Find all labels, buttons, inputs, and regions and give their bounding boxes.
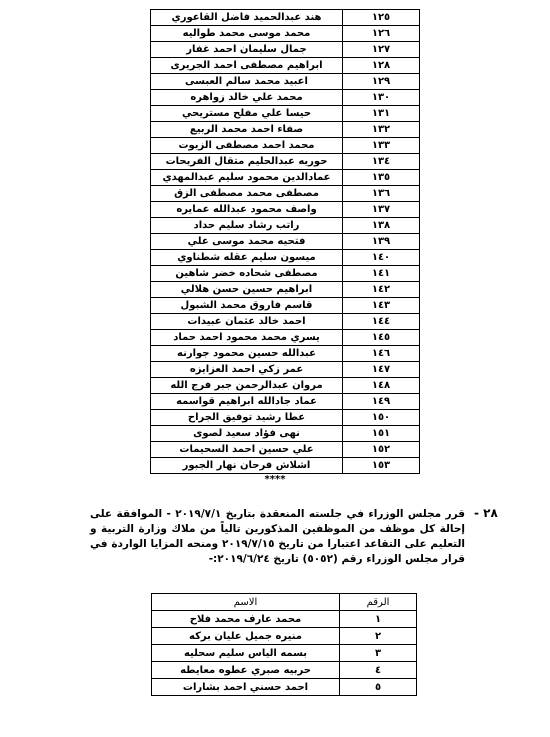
row-number: ١٣٨ — [343, 218, 420, 234]
row-number: ١٥٠ — [343, 410, 420, 426]
employee-name: ميسون سليم عقله شطناوي — [151, 250, 343, 266]
employee-name: محمد عارف محمد فلاح — [152, 611, 340, 628]
employee-name: اعبيد محمد سالم العبسى — [151, 74, 343, 90]
table-row — [151, 266, 420, 282]
row-number: ١٢٦ — [343, 26, 420, 42]
table-row — [152, 611, 417, 628]
table-row — [151, 26, 420, 42]
column-header-name: الاسم — [152, 594, 340, 611]
row-number: ١٤٧ — [343, 362, 420, 378]
table-row — [151, 330, 420, 346]
table-row — [151, 314, 420, 330]
employee-name: فتحيه محمد موسى علي — [151, 234, 343, 250]
table-row — [152, 679, 417, 696]
employee-name: احمد خالد عثمان عبيدات — [151, 314, 343, 330]
table-row — [151, 218, 420, 234]
table-row — [151, 426, 420, 442]
table-row — [151, 74, 420, 90]
employee-name: عطا رشيد توفيق الجراح — [151, 410, 343, 426]
table-row — [151, 138, 420, 154]
table-row — [151, 250, 420, 266]
table-row — [151, 90, 420, 106]
employee-name: محمد احمد مصطفى الزيوت — [151, 138, 343, 154]
table-row — [151, 42, 420, 58]
row-number: ١٣٧ — [343, 202, 420, 218]
table-row — [151, 170, 420, 186]
retirees-table-2 — [151, 593, 417, 696]
row-number: ١ — [340, 611, 417, 628]
employee-name: جمال سليمان احمد غفار — [151, 42, 343, 58]
row-number: ١٣٦ — [343, 186, 420, 202]
row-number: ٢ — [340, 628, 417, 645]
item-number: ٢٨ - — [474, 506, 498, 520]
row-number: ١٤٤ — [343, 314, 420, 330]
row-number: ٤ — [340, 662, 417, 679]
row-number: ١٤٢ — [343, 282, 420, 298]
employee-name: مروان عبدالرحمن جبر فرج الله — [151, 378, 343, 394]
employee-name: عبدالله حسين محمود جوارنه — [151, 346, 343, 362]
employee-name: ابراهيم مصطفى احمد الجريرى — [151, 58, 343, 74]
employee-name: اشلاش فرحان نهار الجبور — [151, 458, 343, 474]
row-number: ١٣٣ — [343, 138, 420, 154]
row-number: ١٣٤ — [343, 154, 420, 170]
employee-name: منيره جميل عليان بركه — [152, 628, 340, 645]
employee-name: حيسا علي مفلح مستريحي — [151, 106, 343, 122]
table-row — [151, 410, 420, 426]
table-row — [151, 282, 420, 298]
section-separator: **** — [264, 474, 286, 485]
table-row — [152, 662, 417, 679]
employee-name: صفاء احمد محمد الربيع — [151, 122, 343, 138]
row-number: ١٣٥ — [343, 170, 420, 186]
row-number: ٣ — [340, 645, 417, 662]
employee-name: مصطفى شحاده خضر شاهين — [151, 266, 343, 282]
employee-name: محمد موسى محمد طواليه — [151, 26, 343, 42]
employee-name: احمد حسني احمد بشارات — [152, 679, 340, 696]
retirees-table-2-body — [152, 611, 417, 696]
employee-name: يسري محمد محمود احمد حماد — [151, 330, 343, 346]
row-number: ١٣١ — [343, 106, 420, 122]
row-number: ١٢٧ — [343, 42, 420, 58]
row-number: ١٤٩ — [343, 394, 420, 410]
row-number: ١٤٦ — [343, 346, 420, 362]
table-row — [151, 378, 420, 394]
table-header-row — [152, 594, 417, 611]
table-row — [151, 298, 420, 314]
row-number: ١٣٠ — [343, 90, 420, 106]
table-row — [151, 154, 420, 170]
employee-name: بسمه الياس سليم سحليه — [152, 645, 340, 662]
row-number: ١٥٢ — [343, 442, 420, 458]
table-row — [151, 58, 420, 74]
employee-name: نهى فؤاد سعيد لصوى — [151, 426, 343, 442]
row-number: ١٤١ — [343, 266, 420, 282]
table-row — [152, 645, 417, 662]
employee-name: مصطفى محمد مصطفى الزق — [151, 186, 343, 202]
employee-name: محمد علي خالد زواهره — [151, 90, 343, 106]
table-row — [151, 442, 420, 458]
row-number: ١٤٥ — [343, 330, 420, 346]
employee-name: عمادالدين محمود سليم عبدالمهدي — [151, 170, 343, 186]
table-row — [151, 10, 420, 26]
table-row — [151, 394, 420, 410]
employee-name: ابراهيم حسين حسن هلالي — [151, 282, 343, 298]
employee-name: عماد جادالله ابراهيم قواسمه — [151, 394, 343, 410]
employee-name: قاسم فاروق محمد الشبول — [151, 298, 343, 314]
table-row — [151, 202, 420, 218]
row-number: ١٤٣ — [343, 298, 420, 314]
row-number: ١٥١ — [343, 426, 420, 442]
employee-name: راتب رشاد سليم حداد — [151, 218, 343, 234]
employee-name: حربيه صبري عطوه معايطه — [152, 662, 340, 679]
table-row — [152, 628, 417, 645]
retirees-table-1-body — [151, 10, 420, 474]
table-row — [151, 458, 420, 474]
row-number: ١٢٥ — [343, 10, 420, 26]
row-number: ١٢٨ — [343, 58, 420, 74]
row-number: ١٣٢ — [343, 122, 420, 138]
row-number: ١٤٠ — [343, 250, 420, 266]
employee-name: عمر زكي احمد العزايزه — [151, 362, 343, 378]
employee-name: واصف محمود عبدالله عمايره — [151, 202, 343, 218]
table-row — [151, 186, 420, 202]
row-number: ٥ — [340, 679, 417, 696]
table-row — [151, 346, 420, 362]
row-number: ١٢٩ — [343, 74, 420, 90]
decision-paragraph: قرر مجلس الوزراء في جلسته المنعقدة بتاريخ ٢٠١٩/٧/١ - الموافقة على إحالة كل موظف من الموظفين المذكورين تالياً من ملاك وزارة التربية و التعليم على التقاعد اعتبارا من تاريخ ٢٠١٩/٧/١٥ ومنحه المزايا الواردة في قرار مجلس الوزراء رقم (٥٠٥٢) تاريخ ٢٠١٩/٦/٢٤:- — [90, 508, 465, 565]
employee-name: هند عبدالحميد فاضل القاعوري — [151, 10, 343, 26]
retirees-table-1 — [150, 9, 420, 474]
table-row — [151, 106, 420, 122]
table-row — [151, 362, 420, 378]
row-number: ١٣٩ — [343, 234, 420, 250]
column-header-number: الرقم — [340, 594, 417, 611]
table-row — [151, 234, 420, 250]
row-number: ١٥٣ — [343, 458, 420, 474]
row-number: ١٤٨ — [343, 378, 420, 394]
table-row — [151, 122, 420, 138]
employee-name: علي حسين احمد السحيمات — [151, 442, 343, 458]
employee-name: حوريه عبدالحليم متقال الفريحات — [151, 154, 343, 170]
